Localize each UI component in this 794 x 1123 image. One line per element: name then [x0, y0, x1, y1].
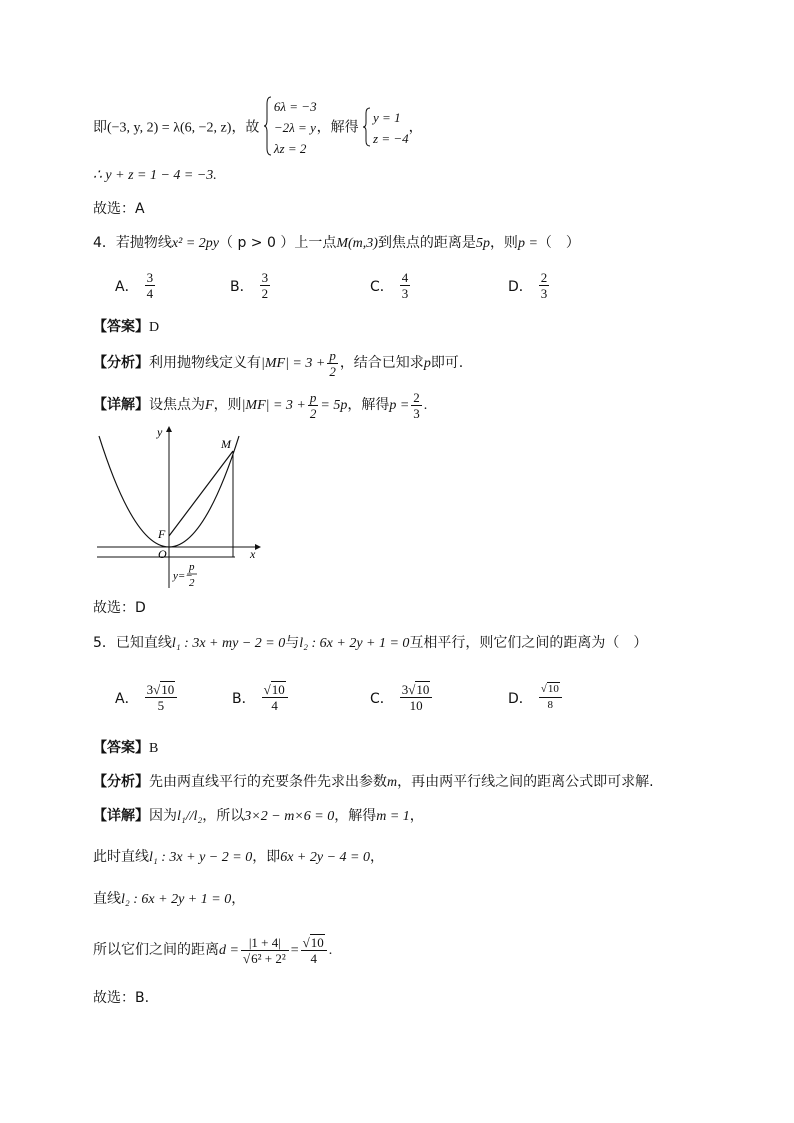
q4-detail — [93, 386, 427, 424]
question-5-stem — [93, 633, 647, 654]
equation: |MF| = 3 + — [261, 356, 326, 371]
distance-fraction: $\frac{|1 + 4|}{\text{√6² + 2²}}$ — [241, 935, 289, 966]
denominator: 6² + 2² — [251, 950, 286, 966]
directrix-denominator: 2 — [189, 577, 195, 589]
equals: = — [290, 943, 299, 958]
text: 5．已知直线 — [93, 635, 172, 651]
answer-value: D — [149, 320, 160, 335]
answer-line-1: 故选：A — [93, 201, 145, 217]
radicand: 10 — [161, 682, 175, 697]
coefficient: 3 — [146, 682, 154, 697]
text: 与 — [285, 635, 300, 651]
numerator: p — [329, 347, 336, 363]
equation: d = — [219, 943, 239, 958]
numerator: 10 — [310, 934, 324, 950]
denominator: 3 — [401, 286, 409, 301]
parallel-expr: l₁//l₂ — [177, 809, 203, 824]
line-l2: l₂ : 6x + 2y + 1 = 0 — [299, 636, 410, 651]
q5-answer — [93, 738, 158, 759]
option-label: B． — [232, 690, 256, 707]
text-sep: ， — [408, 119, 423, 136]
text: ，则 — [489, 235, 518, 251]
label-o: O — [158, 547, 167, 561]
parabola-equation: x² = 2py — [171, 236, 219, 251]
equation: p = — [389, 398, 410, 413]
ask: p = — [517, 236, 538, 251]
detail-tag: 【详解】 — [93, 808, 149, 824]
coefficient: 3 — [401, 682, 409, 697]
text: 此时直线 — [93, 849, 149, 865]
option-fraction: $\frac{√10}{8}$ — [539, 682, 562, 713]
text: 先由两直线平行的充要条件先求出参数 — [149, 774, 387, 790]
text: ，解得 — [334, 808, 377, 824]
q5-option-b[interactable] — [232, 682, 290, 713]
option-fraction: $\frac{3√10}{5}$ — [145, 682, 178, 713]
text-sep: ，故 — [231, 119, 260, 136]
q4-answer — [93, 317, 159, 338]
question-4-stem — [93, 233, 580, 254]
denominator: 3 — [413, 405, 420, 421]
fraction — [308, 390, 319, 421]
option-label: A． — [115, 690, 139, 707]
text-sep: ，解得 — [316, 119, 359, 136]
text: （ ） — [537, 235, 580, 251]
option-label: D． — [508, 278, 533, 295]
system-row: z = −4 — [373, 130, 409, 146]
text: ，再由两平行线之间的距离公式即可求解. — [397, 774, 654, 790]
q4-option-c[interactable] — [370, 270, 412, 301]
fraction — [411, 390, 422, 421]
option-label: C． — [370, 690, 394, 707]
text: 利用抛物线定义有 — [149, 355, 261, 371]
arrow-icon — [255, 544, 261, 550]
denominator: 4 — [146, 286, 154, 301]
numerator: 3 — [146, 270, 154, 285]
brace-icon — [264, 96, 272, 156]
system-row: λz = 2 — [273, 141, 307, 156]
q5-line2 — [93, 889, 245, 910]
numerator: |1 + 4| — [241, 935, 289, 951]
q4-option-d[interactable] — [508, 270, 551, 301]
distance: 5p — [475, 236, 490, 251]
text: 设焦点为 — [149, 397, 205, 413]
equation: l₁ : 3x + y − 2 = 0 — [149, 850, 253, 865]
text: ， — [231, 891, 246, 907]
option-fraction: $\frac{3√10}{10}$ — [400, 682, 433, 713]
option-label: A． — [115, 278, 139, 295]
text: . — [423, 398, 428, 413]
equation: = 5p — [320, 398, 348, 413]
denominator: 5 — [157, 698, 165, 713]
option-label: C． — [370, 278, 394, 295]
text: ，解得 — [347, 397, 390, 413]
q5-option-a[interactable] — [115, 682, 179, 713]
numerator: 3 — [261, 270, 269, 285]
q5-line1 — [93, 847, 384, 868]
equation: 3×2 − m×6 = 0 — [244, 809, 335, 824]
option-fraction — [260, 270, 271, 301]
directrix-label: y=− — [173, 570, 193, 582]
focus-label: F — [205, 398, 214, 413]
line-l1: l₁ : 3x + my − 2 = 0 — [171, 636, 286, 651]
numerator: 2 — [413, 389, 420, 405]
option-label: B． — [230, 278, 254, 295]
equation-system-2 — [363, 107, 409, 149]
denominator: 4 — [271, 698, 278, 713]
text: . — [328, 943, 333, 958]
analysis-tag: 【分析】 — [93, 774, 149, 790]
text: ， — [409, 808, 424, 824]
system-row: −2λ = y — [273, 120, 316, 135]
denominator: 2 — [309, 405, 317, 421]
q5-detail — [93, 806, 424, 827]
label-x: x — [250, 547, 256, 561]
fraction — [327, 348, 338, 379]
option-label: D． — [508, 690, 533, 707]
denominator: 10 — [409, 698, 423, 713]
directrix-numerator: p — [189, 561, 195, 573]
option-fraction: $\frac{√10}{4}$ — [262, 682, 288, 713]
denominator: 2 — [261, 286, 269, 301]
text: 4．若抛物线 — [93, 235, 172, 251]
variable: m — [387, 775, 398, 790]
text: ，结合已知求 — [339, 355, 424, 371]
label-f: F — [158, 527, 166, 541]
condition: （ p > 0 ） — [219, 235, 295, 251]
option-fraction — [145, 270, 156, 301]
q4-analysis — [93, 344, 463, 382]
label-y: y — [157, 425, 163, 439]
vector-equation: (−3, y, 2) = λ(6, −2, z) — [107, 120, 232, 136]
arrow-icon — [166, 426, 172, 432]
text: 到焦点的距离是 — [377, 235, 476, 251]
text: ， — [369, 849, 384, 865]
result-fraction: $\frac{√10}{4}$ — [301, 935, 327, 966]
q4-option-b[interactable] — [230, 270, 272, 301]
answer-tag: 【答案】 — [93, 319, 149, 335]
q5-analysis — [93, 772, 654, 793]
option-fraction — [539, 270, 550, 301]
q5-final: 故选：B. — [93, 990, 150, 1006]
denominator: 8 — [547, 699, 554, 711]
q5-line3 — [93, 928, 332, 972]
analysis-tag: 【分析】 — [93, 355, 149, 371]
text: 即可. — [430, 355, 464, 371]
text: 所以它们之间的距离 — [93, 942, 219, 958]
text: 互相平行，则它们之间的距离为（ ） — [409, 635, 648, 651]
answer-tag: 【答案】 — [93, 740, 149, 756]
q5-option-c[interactable] — [370, 682, 434, 713]
q4-option-a[interactable] — [115, 270, 157, 301]
denominator: 4 — [310, 950, 317, 966]
answer-value: B — [149, 741, 159, 756]
point-m: M(m,3) — [336, 236, 378, 251]
system-row: 6λ = −3 — [273, 99, 317, 114]
radicand: 10 — [271, 682, 285, 697]
text: ，所以 — [202, 808, 245, 824]
system-row: y = 1 — [373, 109, 401, 125]
equation: 6x + 2y − 4 = 0 — [280, 850, 370, 865]
text: ，即 — [252, 849, 281, 865]
therefore-line: ∴ y + z = 1 − 4 = −3. — [93, 168, 217, 183]
radicand: 10 — [547, 683, 559, 695]
radicand: 10 — [416, 682, 430, 697]
denominator: 3 — [540, 286, 548, 301]
equation: l₂ : 6x + 2y + 1 = 0 — [121, 892, 232, 907]
text: 因为 — [149, 808, 177, 824]
detail-tag: 【详解】 — [93, 397, 149, 413]
numerator: 2 — [540, 270, 548, 285]
label-m: M — [221, 437, 231, 451]
denominator: 2 — [329, 363, 336, 379]
text: ，则 — [213, 397, 242, 413]
equation: m = 1 — [376, 809, 410, 824]
numerator: p — [309, 389, 317, 405]
q4-final: 故选：D — [93, 600, 146, 616]
q5-option-d[interactable] — [508, 682, 564, 713]
equation: |MF| = 3 + — [241, 398, 306, 413]
derivation-line — [93, 96, 423, 156]
text-lead: 即 — [93, 119, 107, 136]
option-fraction — [400, 270, 411, 301]
brace-icon — [363, 107, 371, 147]
equation-system-1 — [264, 96, 317, 159]
text: 上一点 — [294, 235, 337, 251]
variable: p — [423, 356, 431, 371]
numerator: 4 — [401, 270, 409, 285]
text: 直线 — [93, 891, 121, 907]
parabola-figure — [95, 424, 265, 592]
